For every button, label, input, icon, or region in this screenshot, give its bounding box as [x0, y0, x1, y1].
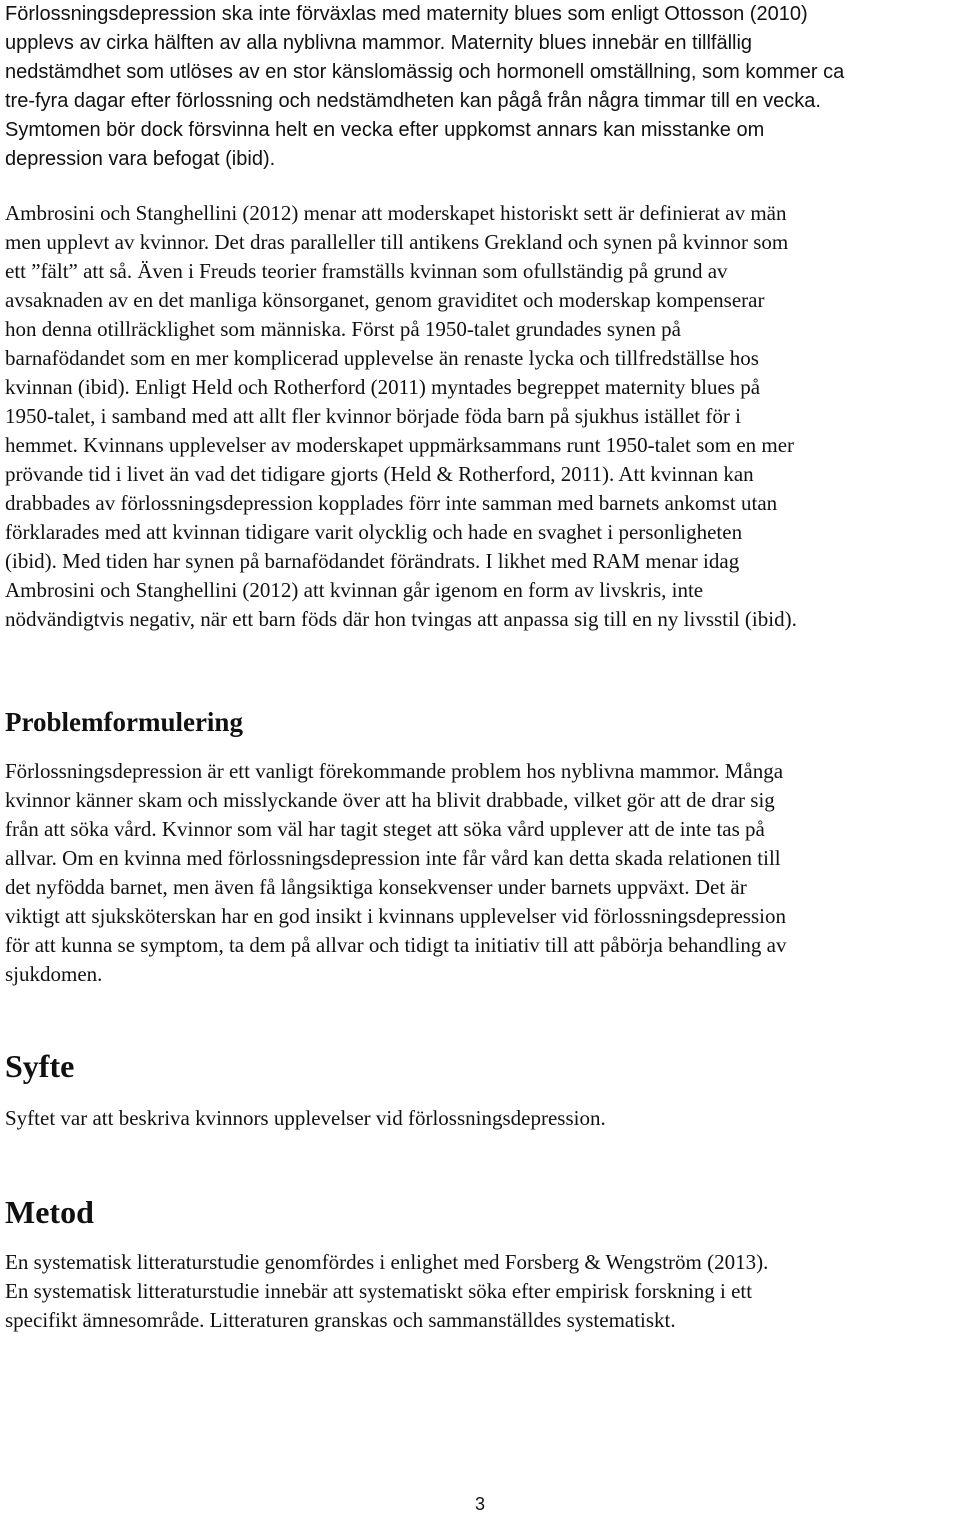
intro-paragraph-maternity-blues: Förlossningsdepression ska inte förväxlas med maternity blues som enligt Ottosson (2010) upplevs av cirka hälften av alla nyblivna mammor. Maternity blues innebär en tillfällig nedstämdhet som utlöses av en stor känslomässig och hormonell omställning, som kommer ca tre-fyra dagar efter förlossning och nedstämdheten kan pågå från några timmar till en vecka. Symtomen bör dock försvinna helt en vecka efter uppkomst annars kan misstanke om depression vara befogat (ibid). — [5, 3, 845, 170]
intro-paragraph-history: Ambrosini och Stanghellini (2012) menar att moderskapet historiskt sett är definierat av män men upplevt av kvinnor. Det dras paralleller till antikens Grekland och synen på kvinnor som ett ”fält” att så. Även i Freuds teorier framställs kvinnan som ofullständig på grund av avsaknaden av en det manliga könsorganet, genom graviditet och moderskap kompenserar hon denna otillräcklighet som människa. Först på 1950-talet grundades synen på barnafödandet som en mer komplicerad upplevelse än renaste lycka och tillfredställse hos kvinnan (ibid). Enligt Held och Rotherford (2011) myntades begreppet maternity blues på 1950-talet, i samband med att allt fler kvinnor började föda barn på sjukhus istället för i hemmet. Kvinnans upplevelser av moderskapet uppmärksammans runt 1950-talet som en mer prövande tid i livet än vad det tidigare gjorts (Held & Rotherford, 2011). Att kvinnan kan drabbades av förlossningsdepression kopplades förr inte samman med barnets ankomst utan förklarades med att kvinnan tidigare varit olycklig och hade en svaghet i personligheten (ibid). Med tiden har synen på barnafödandet förändrats. I likhet med RAM menar idag Ambrosini och Stanghellini (2012) att kvinnan går igenom en form av livskris, inte nödvändigtvis negativ, när ett barn föds där hon tvingas att anpassa sig till en ny livsstil (ibid). — [5, 201, 797, 631]
heading-metod: Metod — [5, 1194, 94, 1230]
paragraph-metod: En systematisk litteraturstudie genomfördes i enlighet med Forsberg & Wengström (2013). En systematisk litteraturstudie innebär att systematiskt söka efter empirisk forskning i ett specifikt ämnesområde. Litteraturen granskas och sammanställdes systematiskt. — [5, 1250, 769, 1332]
page-number: 3 — [474, 1494, 485, 1514]
paragraph-syfte: Syftet var att beskriva kvinnors upplevelser vid förlossningsdepression. — [5, 1106, 606, 1130]
heading-problemformulering: Problemformulering — [5, 707, 243, 737]
heading-syfte: Syfte — [5, 1048, 75, 1084]
paragraph-problemformulering: Förlossningsdepression är ett vanligt förekommande problem hos nyblivna mammor. Många kvinnor känner skam och misslyckande över att ha blivit drabbade, vilket gör att de drar sig från att söka vård. Kvinnor som väl har tagit steget att söka vård upplever att de inte tas på allvar. Om en kvinna med förlossningsdepression inte får vård kan detta skada relationen till det nyfödda barnet, men även få långsiktiga konsekvenser under barnets uppväxt. Det är viktigt att sjuksköterskan har en god insikt i kvinnans upplevelser vid förlossningsdepression för att kunna se symptom, ta dem på allvar och tidigt ta initiativ till att påbörja behandling av sjukdomen. — [5, 759, 787, 986]
